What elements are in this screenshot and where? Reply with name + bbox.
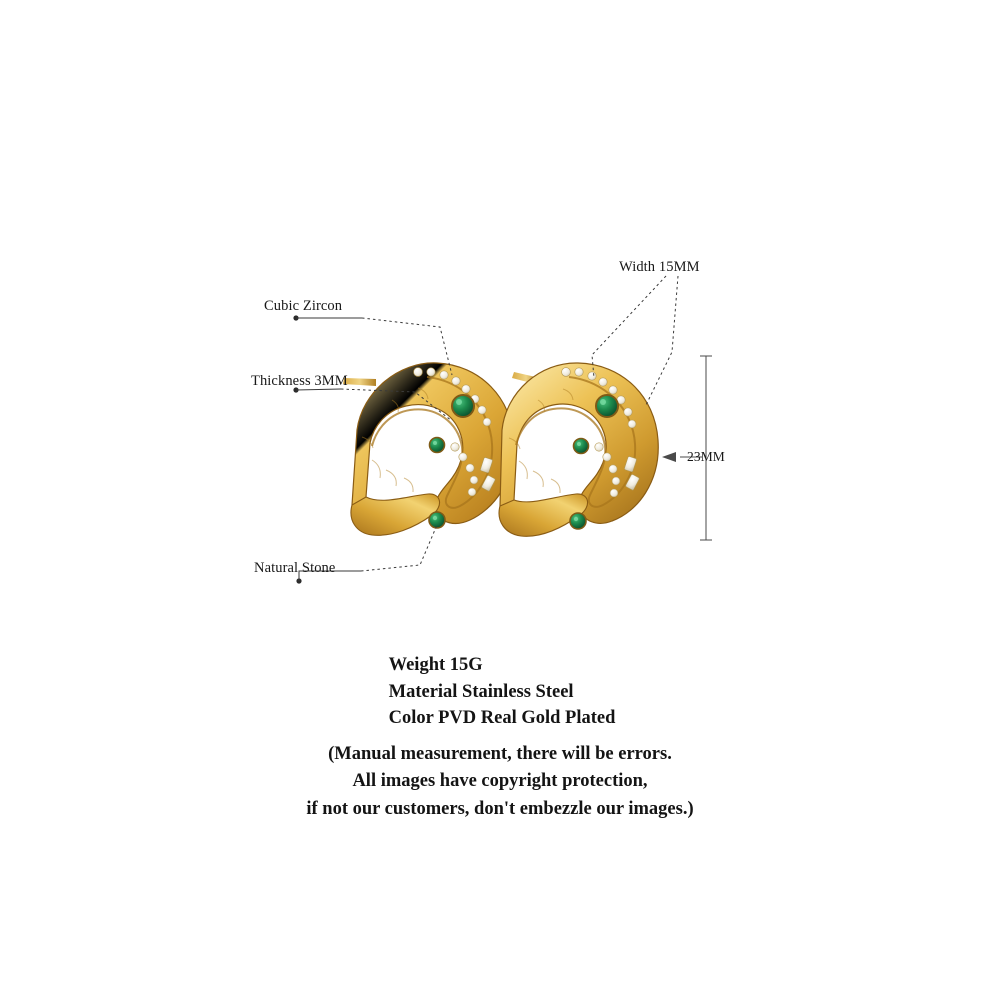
copyright-note <box>0 741 1000 824</box>
earring-right <box>499 363 658 536</box>
callout-width: Width 15MM <box>619 259 700 275</box>
callout-height: 23MM <box>687 449 725 464</box>
leader-dots <box>293 315 301 583</box>
callout-natural-stone: Natural Stone <box>254 560 336 576</box>
spec-material: Material Stainless Steel <box>388 681 574 702</box>
callout-thickness: Thickness 3MM <box>251 373 348 389</box>
callout-cubic-zircon: Cubic Zircon <box>264 298 343 314</box>
spec-weight: Weight 15G <box>388 655 483 675</box>
note-line-1: (Manual measurement, there will be errors. <box>328 743 672 764</box>
spec-lines <box>389 652 616 732</box>
spec-block <box>0 652 1000 823</box>
height-arrow <box>662 452 676 462</box>
note-line-2: All images have copyright protection, <box>352 771 648 791</box>
spec-color: Color PVD Real Gold Plated <box>388 708 616 728</box>
earring-left <box>343 363 514 535</box>
note-line-3: if not our customers, don't embezzle our images.) <box>306 798 694 819</box>
leader-stems <box>296 318 362 581</box>
height-dimension <box>680 356 712 540</box>
